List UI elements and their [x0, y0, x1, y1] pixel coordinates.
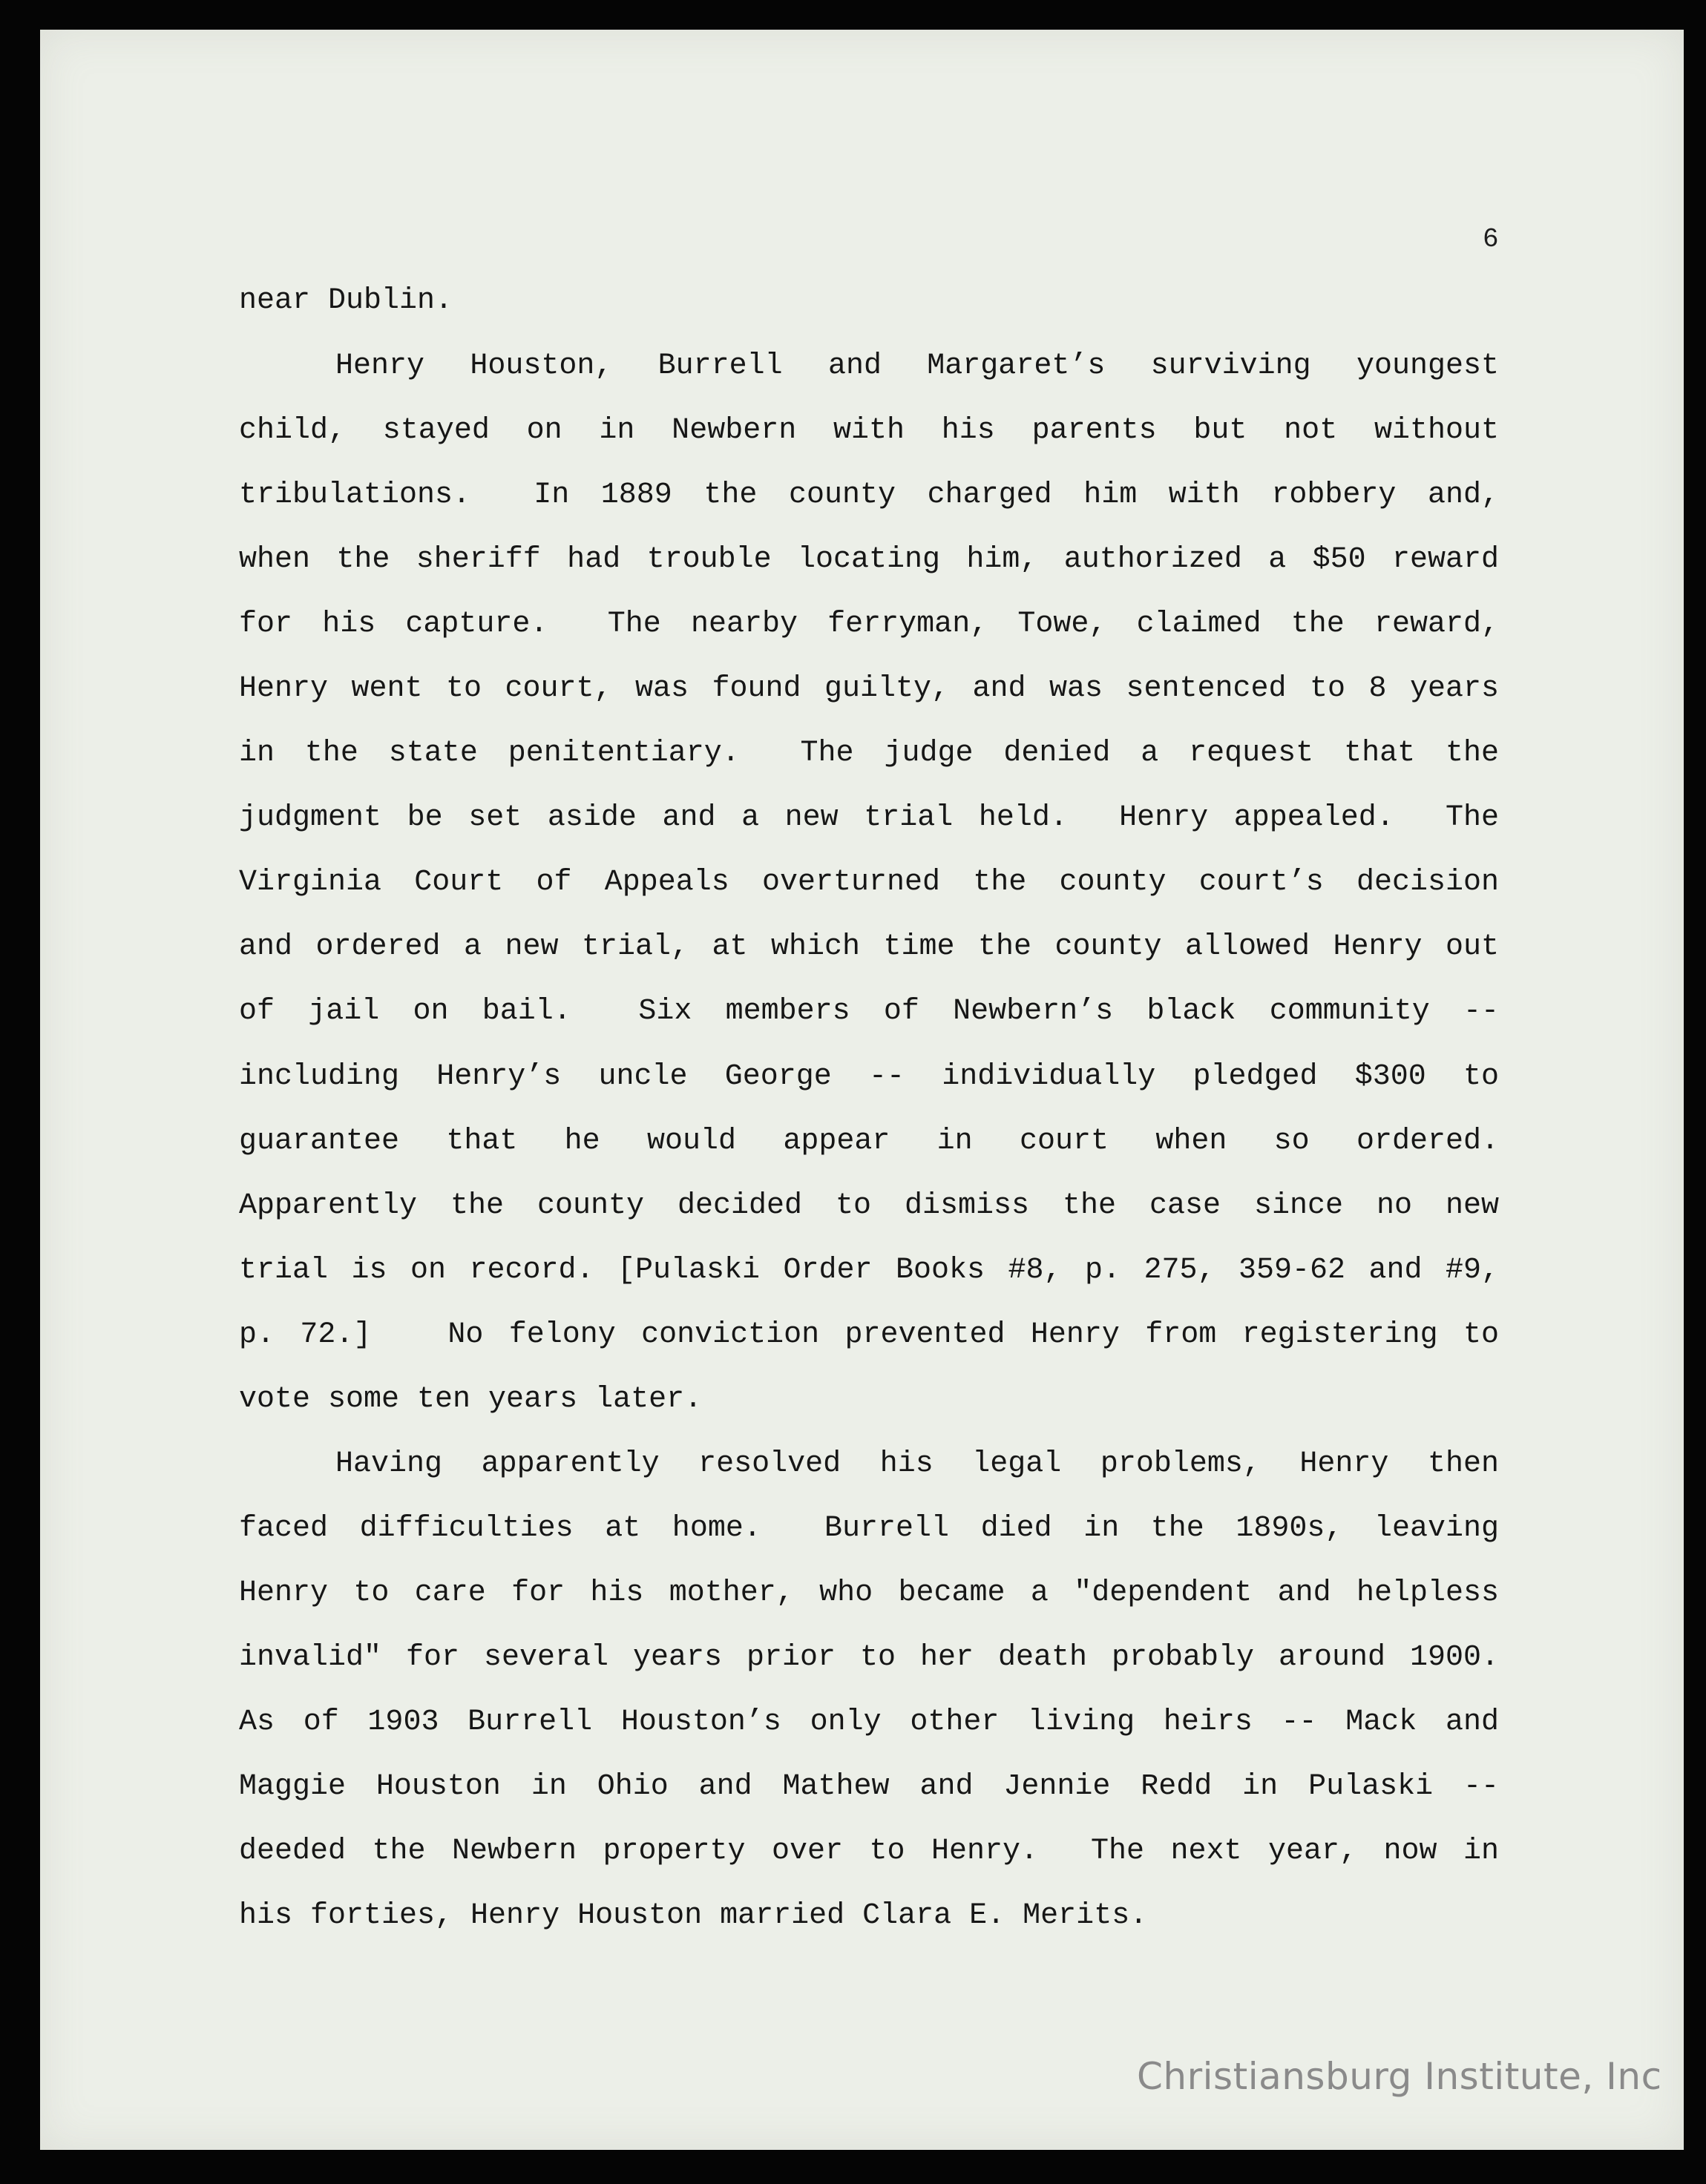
text-line: faced difficulties at home. Burrell died in the 1890s, leaving: [239, 1512, 1499, 1545]
text-line: Virginia Court of Appeals overturned the county court’s decision: [239, 866, 1499, 899]
text-line: p. 72.] No felony conviction prevented Henry from registering to: [239, 1318, 1499, 1352]
text-line: near Dublin.: [239, 284, 453, 318]
text-line: Henry went to court, was found guilty, and was sentenced to 8 years: [239, 672, 1499, 705]
paragraph-start-line: Having apparently resolved his legal problems, Henry then: [335, 1447, 1499, 1481]
text-line: invalid" for several years prior to her death probably around 1900.: [239, 1641, 1499, 1674]
text-line: in the state penitentiary. The judge denied a request that the: [239, 737, 1499, 770]
text-line: including Henry’s uncle George -- individually pledged $300 to: [239, 1060, 1499, 1093]
paragraph-end-line: his forties, Henry Houston married Clara E. Merits.: [239, 1899, 1148, 1933]
text-line: As of 1903 Burrell Houston’s only other living heirs -- Mack and: [239, 1706, 1499, 1739]
text-line: for his capture. The nearby ferryman, Towe, claimed the reward,: [239, 608, 1499, 641]
text-line: of jail on bail. Six members of Newbern’s black community --: [239, 995, 1499, 1028]
text-line: Maggie Houston in Ohio and Mathew and Jennie Redd in Pulaski --: [239, 1770, 1499, 1803]
text-line: guarantee that he would appear in court when so ordered.: [239, 1125, 1499, 1158]
text-line: when the sheriff had trouble locating him, authorized a $50 reward: [239, 543, 1499, 576]
text-line: Apparently the county decided to dismiss the case since no new: [239, 1189, 1499, 1223]
text-line: tribulations. In 1889 the county charged him with robbery and,: [239, 478, 1499, 512]
text-line: Henry to care for his mother, who became a "dependent and helpless: [239, 1576, 1499, 1610]
text-line: judgment be set aside and a new trial held. Henry appealed. The: [239, 801, 1499, 835]
watermark: Christiansburg Institute, Inc: [1137, 2055, 1662, 2098]
text-line: trial is on record. [Pulaski Order Books #8, p. 275, 359-62 and #9,: [239, 1254, 1499, 1287]
text-line: child, stayed on in Newbern with his parents but not without: [239, 414, 1499, 447]
paragraph-start-line: Henry Houston, Burrell and Margaret’s surviving youngest: [335, 349, 1499, 383]
text-line: and ordered a new trial, at which time the county allowed Henry out: [239, 930, 1499, 964]
text-line: deeded the Newbern property over to Henry. The next year, now in: [239, 1835, 1499, 1868]
page-number: 6: [1483, 224, 1499, 254]
paragraph-end-line: vote some ten years later.: [239, 1383, 703, 1416]
